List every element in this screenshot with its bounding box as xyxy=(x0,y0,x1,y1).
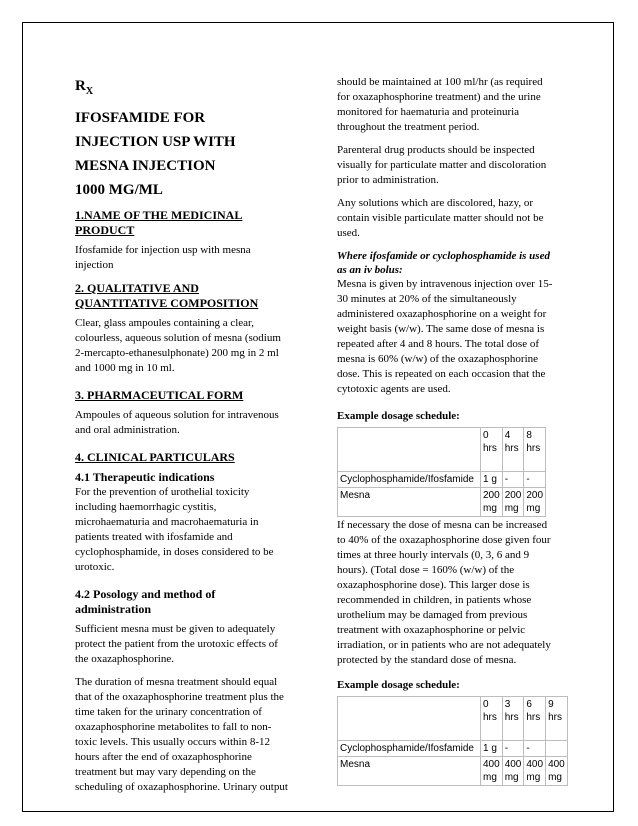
section-1-body xyxy=(75,243,305,273)
time-header-cell xyxy=(546,697,568,741)
text-line: irradiation, or in patients who are not adequately xyxy=(337,639,551,651)
section-4-2-para-2 xyxy=(75,675,305,795)
section-1-heading xyxy=(75,208,305,238)
dose-cell xyxy=(502,472,524,488)
time-header-cell xyxy=(502,697,524,741)
text-line: and oral administration. xyxy=(75,424,180,436)
cell-line: hrs xyxy=(483,443,497,454)
text-line: MESNA INJECTION xyxy=(75,158,216,174)
cell-line: 400 xyxy=(526,759,544,770)
text-line: scheduling of oxazaphosphorine. Urinary output xyxy=(75,781,288,793)
table-row xyxy=(338,741,568,757)
cell-line: hrs xyxy=(504,712,519,723)
text-line: Where ifosfamide or cyclophosphamide is used xyxy=(337,250,550,262)
text-line: 1.NAME OF THE MEDICINAL xyxy=(75,208,243,222)
cell-line: mg xyxy=(548,772,562,783)
cell-line: mg xyxy=(483,772,497,783)
text-line: cyclophosphamide, in doses considered to be xyxy=(75,546,274,558)
iv-bolus-heading xyxy=(337,249,575,277)
text-line: throughout the treatment period. xyxy=(337,121,480,133)
section-4-1-body xyxy=(75,485,305,575)
text-line: the oxazaphosphorine. xyxy=(75,653,174,665)
text-line: as an iv bolus: xyxy=(337,264,403,276)
cell-line: hrs xyxy=(483,712,497,723)
cell-line: - xyxy=(504,474,509,485)
cell-line: 4 xyxy=(504,430,511,441)
time-header-cell xyxy=(481,428,503,472)
text-line: The duration of mesna treatment should equal xyxy=(75,676,278,688)
text-line: protected by the standard dose of mesna. xyxy=(337,654,517,666)
dose-cell xyxy=(524,472,546,488)
left-column xyxy=(75,78,305,803)
text-line: and 1000 mg in 10 ml. xyxy=(75,362,175,374)
table-row xyxy=(338,488,546,517)
blank-header-cell xyxy=(338,428,481,472)
dose-cell xyxy=(524,741,546,757)
table-header-row xyxy=(338,428,546,472)
dose-cell xyxy=(481,488,503,517)
dose-cell xyxy=(502,757,524,786)
urinary-output-para xyxy=(337,75,575,135)
text-line: Parenteral drug products should be inspected xyxy=(337,144,535,156)
text-line: 2-mercapto-ethanesulphonate) 200 mg in 2 ml xyxy=(75,347,279,359)
text-line: urothelium may be damaged from previous xyxy=(337,609,528,621)
text-line: INJECTION USP WITH xyxy=(75,134,236,150)
cell-line: 9 xyxy=(548,699,554,710)
text-line: treatment but may vary depending on the xyxy=(75,766,256,778)
text-line: 2. QUALITATIVE AND xyxy=(75,281,199,295)
table-row xyxy=(338,472,546,488)
dose-cell xyxy=(502,741,524,757)
schedule-2-label: Example dosage schedule: xyxy=(337,679,460,691)
cell-line: 1 g xyxy=(483,743,497,754)
cell-line: mg xyxy=(526,503,541,514)
text-line: Clear, glass ampoules containing a clear, xyxy=(75,317,255,329)
text-line: urotoxic. xyxy=(75,561,115,573)
cell-line: 3 xyxy=(504,699,511,710)
cell-line: 200 xyxy=(483,490,500,501)
row-label-cell: Cyclophosphamide/Ifosfamide xyxy=(338,741,481,757)
text-line: oxazaphosphorine metabolites to fall to non- xyxy=(75,721,272,733)
right-column xyxy=(337,75,575,786)
cell-line: 8 xyxy=(526,430,532,441)
cell-line: 200 xyxy=(504,490,522,501)
cell-line: mg xyxy=(483,503,497,514)
cell-line: mg xyxy=(504,503,519,514)
cell-line: 1 g xyxy=(483,474,497,485)
table-header-row xyxy=(338,697,568,741)
dose-cell xyxy=(546,757,568,786)
text-line: that of the oxazaphosphorine treatment plus the xyxy=(75,691,284,703)
blank-header-cell xyxy=(338,697,481,741)
dose-cell xyxy=(546,741,568,757)
row-label-cell: Cyclophosphamide/Ifosfamide xyxy=(338,472,481,488)
increased-dose-para xyxy=(337,518,575,668)
section-3-heading: 3. PHARMACEUTICAL FORM xyxy=(75,388,244,402)
text-line: including haemorrhagic cystitis, xyxy=(75,501,217,513)
text-line: Any solutions which are discolored, hazy, or xyxy=(337,197,534,209)
text-line: toxic levels. This usually occurs within 8-12 xyxy=(75,736,271,748)
text-line: treatment with oxazaphosphorine or pelvic xyxy=(337,624,526,636)
section-4-2-para-1 xyxy=(75,622,305,667)
text-line: microhaematuria and macrohaematuria in xyxy=(75,516,259,528)
cell-line: 400 xyxy=(504,759,522,770)
text-line: Mesna is given by intravenous injection over 15- xyxy=(337,278,553,290)
dose-cell xyxy=(481,741,503,757)
cell-line: 400 xyxy=(548,759,565,770)
time-header-cell xyxy=(524,428,546,472)
text-line: monitored for haematuria and proteinuria xyxy=(337,106,520,118)
text-line: should be maintained at 100 ml/hr (as required xyxy=(337,76,543,88)
section-3-body xyxy=(75,408,305,438)
text-line: repeated after 4 and 8 hours. The total dose of xyxy=(337,338,540,350)
cell-line: mg xyxy=(526,772,541,783)
cell-line: hrs xyxy=(504,443,519,454)
rx-symbol: $R_X$ xyxy=(75,78,94,97)
text-line: used. xyxy=(337,227,360,239)
text-line: protect the patient from the urotoxic effects of xyxy=(75,638,278,650)
text-line: 4.2 Posology and method of xyxy=(75,587,216,601)
row-label-cell: Mesna xyxy=(338,488,481,517)
text-line: Sufficient mesna must be given to adequately xyxy=(75,623,276,635)
inspection-para xyxy=(337,143,575,188)
text-line: QUANTITATIVE COMPOSITION xyxy=(75,296,259,310)
text-line: visually for particulate matter and discoloration xyxy=(337,159,547,171)
text-line: administration xyxy=(75,602,152,616)
cell-line: hrs xyxy=(526,712,541,723)
text-line: times at three hourly intervals (0, 3, 6 and 9 xyxy=(337,549,530,561)
cell-line: - xyxy=(526,743,530,754)
text-line: If necessary the dose of mesna can be increased xyxy=(337,519,548,531)
text-line: to 40% of the oxazaphosphorine dose given four xyxy=(337,534,551,546)
text-line: administered oxazaphosphorine on a weight for xyxy=(337,308,547,320)
text-line: Ampoules of aqueous solution for intravenous xyxy=(75,409,279,421)
cell-line: 6 xyxy=(526,699,532,710)
dose-cell xyxy=(481,757,503,786)
cell-line: 200 xyxy=(526,490,544,501)
time-header-cell xyxy=(481,697,503,741)
dosage-table-1 xyxy=(337,427,546,517)
text-line: injection xyxy=(75,259,114,271)
text-line: 30 minutes at 20% of the simultaneously xyxy=(337,293,517,305)
time-header-cell xyxy=(502,428,524,472)
dosage-table-2 xyxy=(337,696,568,786)
cell-line: 0 xyxy=(483,699,489,710)
document-title xyxy=(75,106,305,202)
section-4-heading: 4. CLINICAL PARTICULARS xyxy=(75,450,235,464)
cell-line: mg xyxy=(504,772,519,783)
section-2-heading xyxy=(75,281,305,311)
text-line: For the prevention of urothelial toxicity xyxy=(75,486,250,498)
cell-line: - xyxy=(504,743,509,754)
text-line: for oxazaphosphorine treatment) and the urine xyxy=(337,91,541,103)
row-label-cell: Mesna xyxy=(338,757,481,786)
time-header-cell xyxy=(524,697,546,741)
cell-line: - xyxy=(526,474,530,485)
section-4-1-heading: 4.1 Therapeutic indications xyxy=(75,470,215,484)
text-line: hours). (Total dose = 160% (w/w) of the xyxy=(337,564,515,576)
iv-bolus-body xyxy=(337,277,575,397)
discolored-para xyxy=(337,196,575,241)
text-line: hours after the end of oxazaphosphorine xyxy=(75,751,252,763)
text-line: PRODUCT xyxy=(75,223,135,237)
text-line: patients treated with ifosfamide and xyxy=(75,531,233,543)
text-line: Ifosfamide for injection usp with mesna xyxy=(75,244,251,256)
text-line: colourless, aqueous solution of mesna (sodium xyxy=(75,332,281,344)
text-line: oxazaphosphorine dose). This larger dose is xyxy=(337,579,530,591)
text-line: recommended in children, in patients whose xyxy=(337,594,532,606)
text-line: dose. This is repeated on each occasion that the xyxy=(337,368,546,380)
text-line: mesna is 60% (w/w) of the oxazaphosphorine xyxy=(337,353,539,365)
cell-line: 0 xyxy=(483,430,489,441)
cell-line: hrs xyxy=(548,712,562,723)
text-line: IFOSFAMIDE FOR xyxy=(75,110,206,126)
dose-cell xyxy=(524,757,546,786)
section-2-body xyxy=(75,316,305,376)
text-line: time taken for the urinary concentration of xyxy=(75,706,262,718)
text-line: prior to administration. xyxy=(337,174,439,186)
text-line: 1000 MG/ML xyxy=(75,182,163,198)
cell-line: hrs xyxy=(526,443,541,454)
dose-cell xyxy=(524,488,546,517)
text-line: cytotoxic agents are used. xyxy=(337,383,451,395)
cell-line: 400 xyxy=(483,759,500,770)
section-4-2-heading xyxy=(75,587,305,617)
text-line: weight basis (w/w). The same dose of mesna is xyxy=(337,323,545,335)
table-row xyxy=(338,757,568,786)
text-line: contain visible particulate matter should not be xyxy=(337,212,544,224)
dose-cell xyxy=(481,472,503,488)
dose-cell xyxy=(502,488,524,517)
schedule-1-label: Example dosage schedule: xyxy=(337,410,460,422)
